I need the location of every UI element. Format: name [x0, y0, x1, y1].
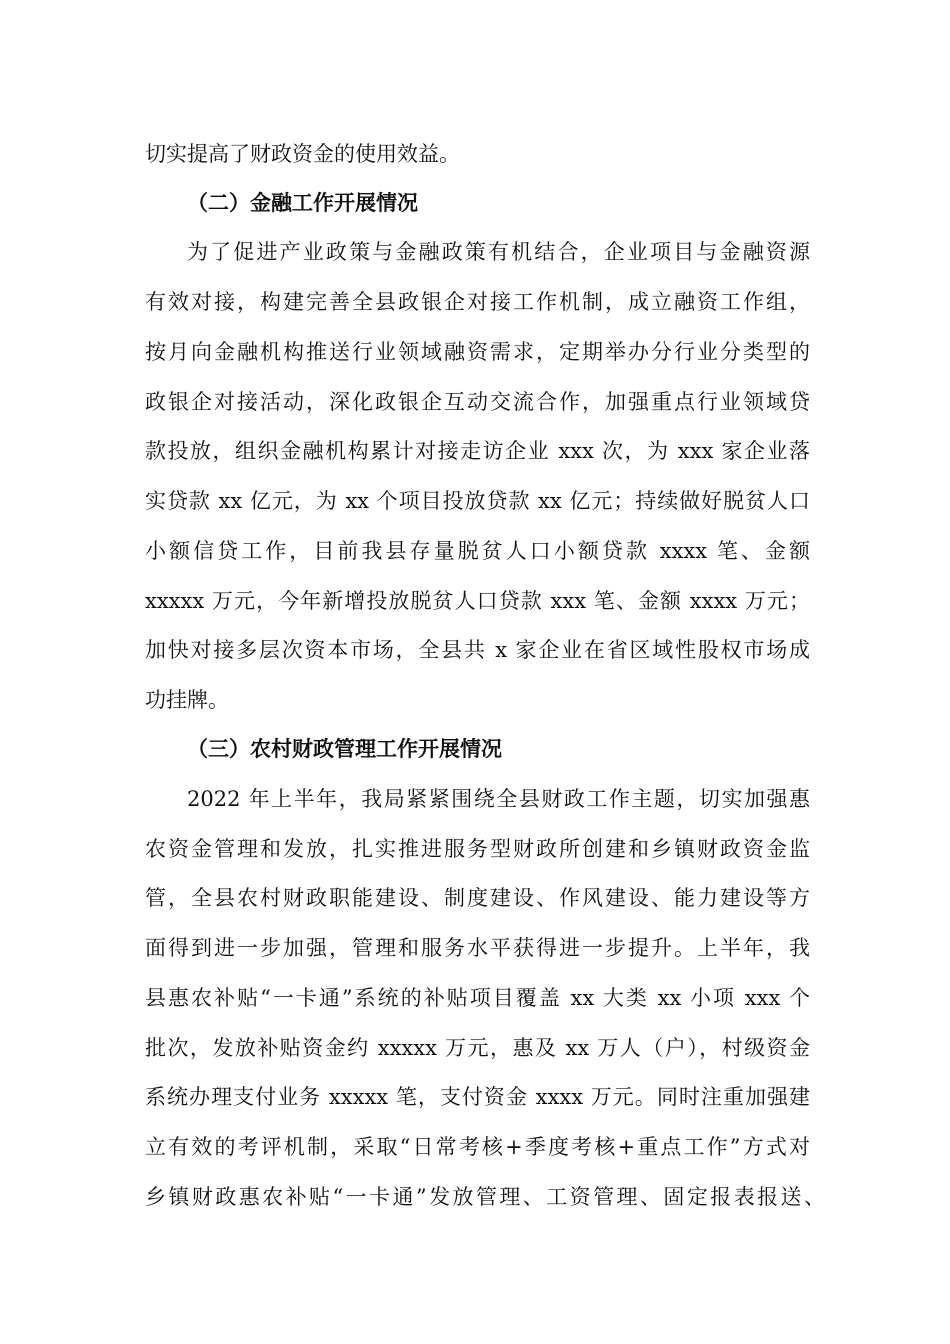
text-line: xxxxx 万元，今年新增投放脱贫人口贷款 xxx 笔、金额 xxxx 万元；	[145, 589, 810, 613]
text-line: 立有效的考评机制，采取“日常考核+季度考核+重点工作”方式对	[145, 1135, 810, 1159]
section-heading: （二）金融工作开展情况	[187, 191, 418, 215]
section-heading: （三）农村财政管理工作开展情况	[187, 737, 502, 761]
text-line: 实贷款 xx 亿元，为 xx 个项目投放贷款 xx 亿元；持续做好脱贫人口	[145, 489, 810, 513]
text-line: 款投放，组织金融机构累计对接走访企业 xxx 次，为 xxx 家企业落	[145, 439, 810, 463]
text-line: 加快对接多层次资本市场，全县共 x 家企业在省区域性股权市场成	[145, 638, 810, 662]
text-line: 按月向金融机构推送行业领域融资需求，定期举办分行业分类型的	[145, 340, 810, 364]
text-line: 切实提高了财政资金的使用效益。	[145, 142, 460, 166]
text-line: 农资金管理和发放，扎实推进服务型财政所创建和乡镇财政资金监	[145, 837, 810, 861]
text-line: 面得到进一步加强，管理和服务水平获得进一步提升。上半年，我	[145, 936, 810, 960]
text-line: 有效对接，构建完善全县政银企对接工作机制，成立融资工作组，	[145, 290, 810, 314]
text-line: 管，全县农村财政职能建设、制度建设、作风建设、能力建设等方	[145, 886, 810, 910]
text-line: 政银企对接活动，深化政银企互动交流合作，加强重点行业领域贷	[145, 390, 810, 414]
text-line: 为了促进产业政策与金融政策有机结合，企业项目与金融资源	[187, 240, 810, 264]
text-line: 2022 年上半年，我局紧紧围绕全县财政工作主题，切实加强惠	[187, 787, 810, 811]
text-line: 批次，发放补贴资金约 xxxxx 万元，惠及 xx 万人（户），村级资金	[145, 1036, 810, 1060]
text-line: 乡镇财政惠农补贴“一卡通”发放管理、工资管理、固定报表报送、	[145, 1185, 825, 1209]
text-line: 功挂牌。	[145, 688, 229, 712]
text-line: 县惠农补贴“一卡通”系统的补贴项目覆盖 xx 大类 xx 小项 xxx 个	[145, 986, 810, 1010]
text-line: 小额信贷工作，目前我县存量脱贫人口小额贷款 xxxx 笔、金额	[145, 539, 810, 563]
text-line: 系统办理支付业务 xxxxx 笔，支付资金 xxxx 万元。同时注重加强建	[145, 1085, 810, 1109]
